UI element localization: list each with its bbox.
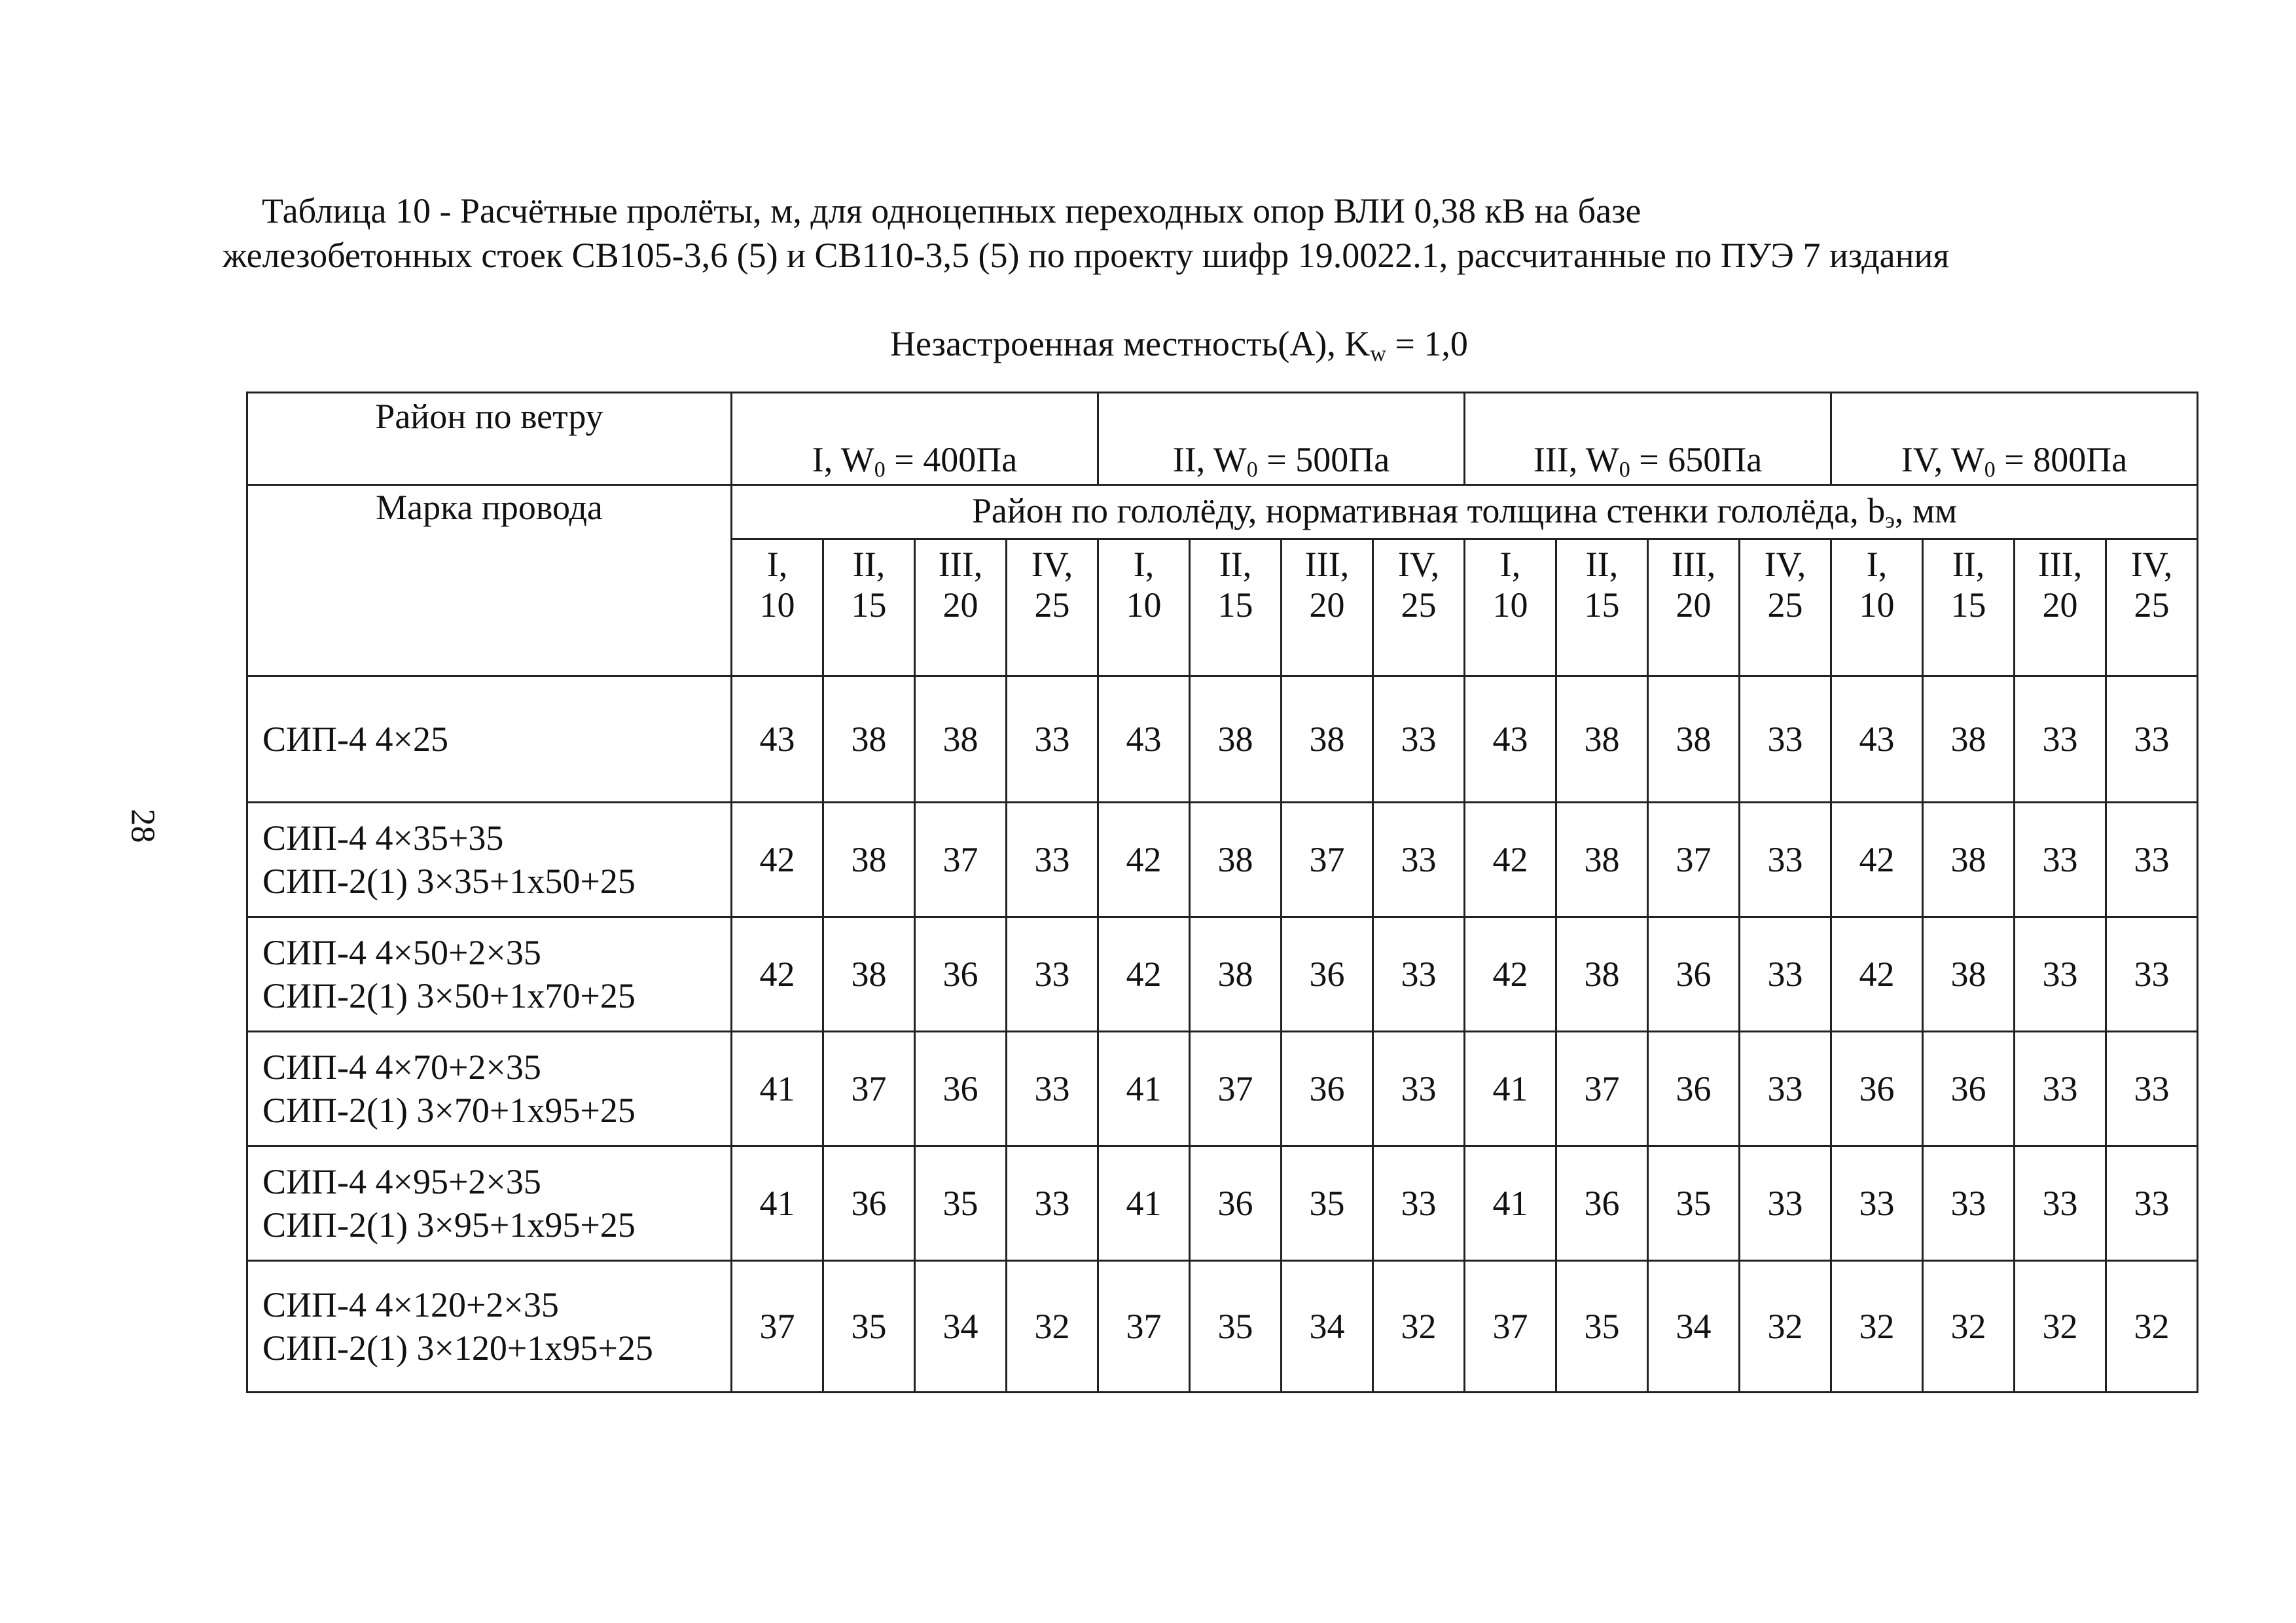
span-value-cell: 42 [1831,917,1923,1032]
ice-zone-thickness: 10 [1492,585,1528,625]
span-value-cell: 33 [1007,917,1098,1032]
span-value-cell: 33 [2106,1146,2198,1261]
span-value-cell: 33 [1373,1032,1465,1146]
span-value-cell: 36 [1282,917,1373,1032]
wind-zone-header [1831,393,2198,485]
ice-zone-header [1740,539,1831,676]
wind-zone-header [732,393,1098,485]
span-value-cell: 42 [732,917,823,1032]
wind-zone-label: II, W [1172,440,1247,479]
ice-zone-thickness: 25 [1401,585,1437,625]
span-value-cell: 37 [1282,803,1373,917]
wind-zone-pressure: = 650Па [1630,440,1763,479]
span-value-cell: 33 [2106,676,2198,803]
span-value-cell: 33 [1007,1146,1098,1261]
span-value-cell: 33 [2015,676,2106,803]
ice-zone-roman: IV, [2130,545,2173,584]
span-value-cell: 33 [1740,917,1831,1032]
wire-mark-line: СИП-2(1) 3×70+1x95+25 [262,1091,636,1130]
span-value-cell: 41 [1465,1146,1556,1261]
ice-zone-thickness: 10 [1859,585,1895,625]
table-row [247,917,2198,1032]
span-value-cell: 32 [1923,1261,2015,1393]
ice-zone-roman: II, [1585,545,1619,584]
ice-zone-header [732,539,823,676]
wind-zone-subscript: 0 [874,458,886,482]
span-value-cell: 32 [2106,1261,2198,1393]
span-value-cell: 42 [732,803,823,917]
ice-zone-thickness: 15 [1950,585,1986,625]
span-value-cell: 33 [1740,1032,1831,1146]
span-value-cell: 34 [915,1261,1007,1393]
ice-zone-header [1556,539,1648,676]
ice-zone-roman: II, [852,545,886,584]
span-value-cell: 42 [1465,803,1556,917]
span-value-cell: 41 [1098,1146,1190,1261]
ice-zone-thickness: 10 [1126,585,1162,625]
span-value-cell: 38 [823,803,915,917]
span-value-cell: 33 [1923,1146,2015,1261]
wire-mark-cell [247,803,732,917]
span-value-cell: 33 [2015,1032,2106,1146]
wind-zone-subscript: 0 [1619,458,1630,482]
ice-label-subscript: э [1885,509,1895,533]
span-value-cell: 33 [1740,1146,1831,1261]
ice-zone-roman: I, [1866,545,1888,584]
wire-mark-cell [247,1146,732,1261]
ice-zone-header [1465,539,1556,676]
ice-zone-thickness: 15 [1217,585,1253,625]
ice-zone-roman: IV, [1764,545,1806,584]
subtitle-tail: = 1,0 [1386,324,1468,363]
span-value-cell: 34 [1648,1261,1740,1393]
span-value-cell: 32 [1740,1261,1831,1393]
span-value-cell: 33 [2106,917,2198,1032]
span-value-cell: 37 [915,803,1007,917]
span-value-cell: 38 [1190,676,1282,803]
ice-zone-header [1831,539,1923,676]
wire-mark-cell [247,1032,732,1146]
span-value-cell: 43 [732,676,823,803]
span-value-cell: 33 [2015,917,2106,1032]
ice-zone-roman: III, [1304,545,1350,584]
span-value-cell: 36 [1556,1146,1648,1261]
caption-line-1: Таблица 10 - Расчётные пролёты, м, для одноцепных переходных опор ВЛИ 0,38 кВ на базе [262,191,1641,230]
span-value-cell: 36 [915,1032,1007,1146]
span-value-cell: 33 [2106,803,2198,917]
table-row [247,1146,2198,1261]
table-row [247,1032,2198,1146]
table-caption [223,189,2121,278]
caption-line-2: железобетонных стоек СВ105-3,6 (5) и СВ110-3,5 (5) по проекту шифр 19.0022.1, рассчитанные по ПУЭ 7 издания [223,236,1950,275]
span-value-cell: 38 [1923,676,2015,803]
ice-zone-roman: III, [1671,545,1716,584]
wire-mark-cell [247,917,732,1032]
ice-zone-header [915,539,1007,676]
wind-zone-pressure: = 500Па [1257,440,1390,479]
table-row [247,803,2198,917]
span-value-cell: 33 [1373,803,1465,917]
span-value-cell: 38 [823,917,915,1032]
ice-zone-header [1098,539,1190,676]
ice-zone-header [1282,539,1373,676]
ice-zone-roman: I, [1133,545,1155,584]
span-value-cell: 33 [1373,676,1465,803]
span-value-cell: 42 [1465,917,1556,1032]
span-value-cell: 37 [1190,1032,1282,1146]
table-row [247,676,2198,803]
span-value-cell: 37 [823,1032,915,1146]
span-value-cell: 32 [1007,1261,1098,1393]
ice-zone-thickness: 15 [851,585,887,625]
span-value-cell: 41 [732,1032,823,1146]
terrain-subtitle [890,323,1468,367]
spans-table [246,392,2198,1393]
span-value-cell: 38 [1923,803,2015,917]
subtitle-text: Незастроенная местность(А), K [890,324,1371,363]
span-value-cell: 37 [732,1261,823,1393]
ice-zone-thickness: 10 [759,585,795,625]
ice-label-tail: , мм [1894,491,1958,530]
span-value-cell: 34 [1282,1261,1373,1393]
span-value-cell: 35 [1190,1261,1282,1393]
wire-mark-cell [247,1261,732,1393]
span-value-cell: 33 [2015,803,2106,917]
span-value-cell: 33 [1373,917,1465,1032]
wind-zone-subscript: 0 [1246,458,1258,482]
ice-zone-header [1373,539,1465,676]
span-value-cell: 36 [1190,1146,1282,1261]
span-value-cell: 38 [1190,803,1282,917]
span-value-cell: 33 [1007,676,1098,803]
span-value-cell: 32 [1373,1261,1465,1393]
ice-zone-roman: I, [1499,545,1521,584]
span-value-cell: 41 [732,1146,823,1261]
wire-mark-line: СИП-4 4×120+2×35 [262,1285,559,1324]
span-value-cell: 38 [1923,917,2015,1032]
wire-mark-line: СИП-4 4×95+2×35 [262,1162,541,1201]
ice-zone-roman: III, [2037,545,2083,584]
span-value-cell: 37 [1648,803,1740,917]
span-value-cell: 33 [2106,1032,2198,1146]
span-value-cell: 43 [1465,676,1556,803]
span-value-cell: 38 [1556,803,1648,917]
ice-zone-roman: I, [766,545,788,584]
page-number: 28 [124,809,162,843]
span-value-cell: 33 [1740,803,1831,917]
ice-zone-header [1007,539,1098,676]
ice-zone-roman: III, [938,545,983,584]
span-value-cell: 35 [1282,1146,1373,1261]
ice-zone-roman: IV, [1397,545,1440,584]
span-value-cell: 37 [1556,1032,1648,1146]
wind-zone-label: I, W [812,440,874,479]
wire-mark-cell [247,676,732,803]
ice-zone-thickness: 20 [2042,585,2078,625]
span-value-cell: 38 [1282,676,1373,803]
span-value-cell: 33 [1007,803,1098,917]
span-value-cell: 33 [1831,1146,1923,1261]
span-value-cell: 33 [1740,676,1831,803]
wind-zone-label: III, W [1533,440,1619,479]
span-value-cell: 41 [1098,1032,1190,1146]
ice-zone-thickness: 25 [1767,585,1803,625]
span-value-cell: 38 [1556,917,1648,1032]
ice-zone-header [2015,539,2106,676]
span-value-cell: 33 [1007,1032,1098,1146]
span-value-cell: 42 [1831,803,1923,917]
subtitle-subscript: w [1370,342,1386,366]
ice-zone-header [1190,539,1282,676]
span-value-cell: 36 [1923,1032,2015,1146]
wind-zone-label: IV, W [1901,440,1984,479]
span-value-cell: 38 [1648,676,1740,803]
wind-zone-pressure: = 800Па [1995,440,2128,479]
span-value-cell: 36 [1282,1032,1373,1146]
span-value-cell: 32 [2015,1261,2106,1393]
span-value-cell: 36 [1648,917,1740,1032]
span-value-cell: 36 [1831,1032,1923,1146]
ice-label-text: Район по гололёду, нормативная толщина стенки гололёда, b [971,491,1886,530]
wire-mark-line: СИП-2(1) 3×35+1x50+25 [262,862,636,901]
span-value-cell: 35 [1556,1261,1648,1393]
ice-zone-thickness: 20 [1309,585,1345,625]
wind-zone-header [1465,393,1831,485]
ice-zone-thickness: 25 [2134,585,2170,625]
ice-zone-thickness: 25 [1034,585,1070,625]
wind-zone-header [1098,393,1465,485]
span-value-cell: 35 [823,1261,915,1393]
span-value-cell: 33 [2015,1146,2106,1261]
ice-zone-header [1648,539,1740,676]
ice-zone-roman: IV, [1031,545,1073,584]
span-value-cell: 36 [915,917,1007,1032]
span-value-cell: 38 [915,676,1007,803]
ice-zone-header [2106,539,2198,676]
span-value-cell: 35 [1648,1146,1740,1261]
table-row [247,1261,2198,1393]
span-value-cell: 33 [1373,1146,1465,1261]
span-value-cell: 37 [1098,1261,1190,1393]
span-value-cell: 38 [1190,917,1282,1032]
wire-mark-line: СИП-2(1) 3×95+1x95+25 [262,1205,636,1245]
wire-mark-line: СИП-4 4×50+2×35 [262,933,541,972]
wire-mark-line: СИП-4 4×70+2×35 [262,1048,541,1087]
wire-mark-header: Марка провода [247,485,732,676]
wire-mark-line: СИП-2(1) 3×50+1x70+25 [262,976,636,1015]
ice-zone-roman: II, [1952,545,1985,584]
span-value-cell: 36 [1648,1032,1740,1146]
span-value-cell: 36 [823,1146,915,1261]
wire-mark-line: СИП-4 4×25 [262,720,448,759]
ice-zone-roman: II, [1219,545,1252,584]
span-value-cell: 43 [1098,676,1190,803]
span-value-cell: 35 [915,1146,1007,1261]
ice-zone-header [1923,539,2015,676]
ice-zone-header [823,539,915,676]
ice-region-header [732,485,2198,539]
ice-zone-thickness: 20 [1676,585,1712,625]
span-value-cell: 37 [1465,1261,1556,1393]
span-value-cell: 41 [1465,1032,1556,1146]
wind-zone-pressure: = 400Па [885,440,1018,479]
wind-zone-subscript: 0 [1984,458,1996,482]
wire-mark-line: СИП-2(1) 3×120+1x95+25 [262,1328,653,1368]
wind-region-header: Район по ветру [247,393,732,485]
span-value-cell: 38 [823,676,915,803]
span-value-cell: 42 [1098,803,1190,917]
span-value-cell: 42 [1098,917,1190,1032]
span-value-cell: 38 [1556,676,1648,803]
ice-zone-thickness: 15 [1584,585,1620,625]
span-value-cell: 43 [1831,676,1923,803]
ice-zone-thickness: 20 [942,585,978,625]
span-value-cell: 32 [1831,1261,1923,1393]
wire-mark-line: СИП-4 4×35+35 [262,818,504,858]
